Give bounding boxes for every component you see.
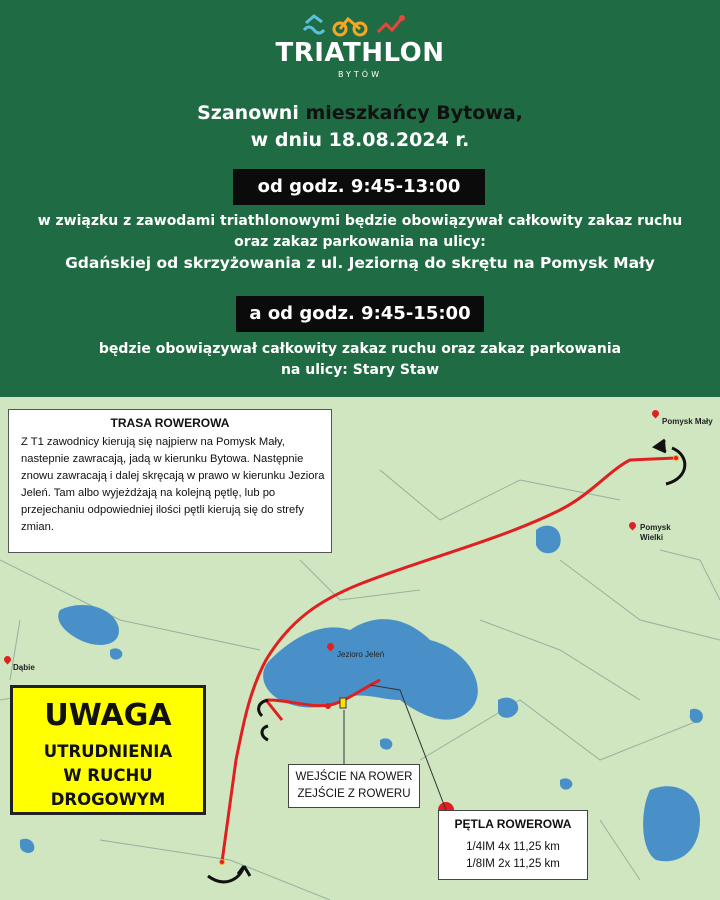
loop-line-2: 1/8IM 2x 11,25 km	[466, 858, 560, 870]
notice-2-line1: będzie obowiązywał całkowity zakaz ruchu oraz zakaz parkowania	[98, 341, 622, 357]
logo-subtitle: BYTÓW	[337, 70, 383, 79]
transition-marker	[340, 698, 346, 708]
warning-title: UWAGA	[44, 698, 172, 733]
notice-1	[0, 211, 720, 274]
place-dabie: Dąbie	[13, 663, 35, 672]
time-badge-2: a od godz. 9:45-15:00	[236, 296, 484, 332]
greeting-date: w dniu 18.08.2024 r.	[250, 129, 470, 151]
logo-icons	[0, 12, 720, 38]
entry-line: WEJŚCIE NA ROWER	[295, 771, 413, 783]
swim-icon	[304, 16, 324, 33]
warning-sign	[10, 685, 206, 815]
logo-title: TRIATHLON	[275, 38, 445, 68]
greeting-highlight: mieszkańcy Bytowa,	[305, 102, 523, 124]
route-info-title: TRASA ROWEROWA	[110, 416, 230, 430]
notice-1-line3: Gdańskiej od skrzyżowania z ul. Jeziorną do skrętu na Pomysk Mały	[65, 254, 655, 272]
loop-line-1: 1/4IM 4x 11,25 km	[466, 841, 560, 853]
notice-2-line2: na ulicy: Stary Staw	[280, 362, 440, 378]
loop-title: PĘTLA ROWEROWA	[454, 817, 572, 831]
route-info-box	[8, 409, 332, 553]
greeting	[0, 100, 720, 154]
warning-text: UTRUDNIENIA W RUCHU DROGOWYM	[43, 742, 173, 809]
place-jezioro-jelen: Jezioro Jeleń	[337, 650, 385, 659]
transition-label-box	[288, 764, 420, 808]
place-pomysk-maly: Pomysk Mały	[662, 417, 713, 426]
notice-1-line1: w związku z zawodami triathlonowymi będzie obowiązywał całkowity zakaz ruchu	[37, 213, 683, 229]
t1-marker	[325, 703, 331, 709]
route-info-text: Z T1 zawodnicy kierują się najpierw na Pomysk Mały, nastepnie zawracają, jadą w kierunku Bytowa. Następnie znowu zawracają i dalej skręcają w prawo w kierunku Jeziora Jeleń. Tam albo wyjeżdżają na kolejną pętlę, lub po przejechaniu odpowiedniej ilości pętli kierują się do strefy zmian.	[21, 436, 325, 533]
loop-info-box	[438, 810, 588, 880]
place-pomysk-wielki: Pomysk Wielki	[640, 523, 671, 542]
exit-line: ZEJŚCIE Z ROWERU	[297, 788, 411, 800]
time-badge-1: od godz. 9:45-13:00	[233, 169, 485, 205]
bike-icon	[334, 19, 366, 35]
notice-1-line2: oraz zakaz parkowania na ulicy:	[234, 234, 486, 250]
run-icon	[378, 15, 405, 32]
notice-2	[0, 339, 720, 381]
header-banner	[0, 0, 720, 397]
greeting-line1: Szanowni	[197, 102, 306, 124]
